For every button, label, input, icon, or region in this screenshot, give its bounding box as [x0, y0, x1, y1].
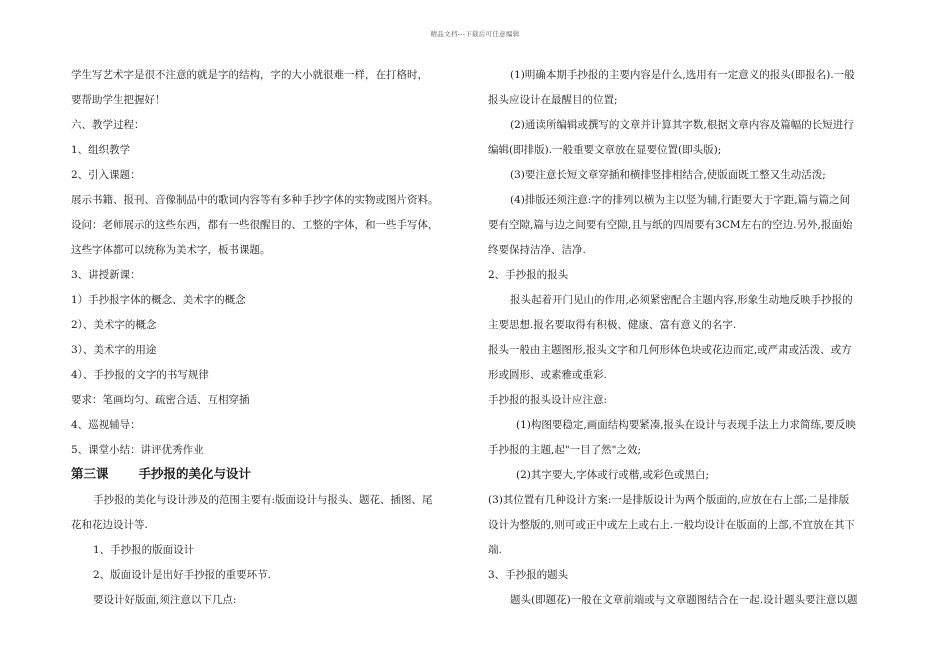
text-line: 要设计好版面,须注意以下几点: — [93, 594, 237, 606]
text-line: 设计为整版的,则可或正中或左上或右上.一般均设计在版面的上部,不宜放在其下 — [488, 519, 856, 531]
text-line: 2、版面设计是出好手抄报的重要环节. — [93, 569, 272, 581]
text-line: (2)通读所编辑或撰写的文章并计算其字数,根据文章内容及篇幅的长短进行 — [510, 119, 854, 131]
text-line: 1、组织教学 — [71, 144, 131, 156]
text-line: 要有空隙,篇与边之间要有空隙,且与纸的四周要有3CM左右的空边.另外,报面始 — [488, 219, 853, 231]
text-line: (4)排版还须注意:字的排列以横为主以竖为辅,行距要大于字距,篇与篇之间 — [510, 194, 851, 206]
header-note: 精品文档---下载后可任意编辑 — [430, 30, 520, 38]
text-line: 展示书籍、报刊、音像制品中的歌词内容等有多种手抄字体的实物或图片资料。 — [71, 194, 439, 206]
text-line: 端. — [488, 544, 502, 556]
text-line: 报头起着开门见山的作用,必须紧密配合主题内容,形象生动地反映手抄报的 — [510, 294, 853, 306]
text-line: 编辑(即排版).一般重要文章放在显要位置(即头版); — [488, 144, 722, 156]
text-line: 2）、美术字的概念 — [71, 319, 157, 331]
text-line: 设问：老师展示的这些东西，都有一些很醒目的、工整的字体，和一些手写体， — [71, 219, 439, 231]
text-line: 2、引入课题： — [71, 169, 141, 181]
text-line: 主要思想.报名要取得有积极、健康、富有意义的名字. — [488, 319, 737, 331]
text-line: 1、手抄报的版面设计 — [93, 544, 195, 556]
text-line: (3)其位置有几种设计方案:一是排版设计为两个版面的,应放在右上部;二是排版 — [488, 494, 850, 506]
text-line: (1)构图要稳定,画面结构要紧凑,报头在设计与表现手法上力求简练,要反映 — [516, 419, 856, 431]
text-line: 4）、手抄报的文字的书写规律 — [71, 369, 209, 381]
text-line: 手抄报的报头设计应注意: — [488, 394, 608, 406]
lesson-number: 第三课 — [71, 466, 109, 481]
text-line: 学生写艺术字是很不注意的就是字的结构，字的大小就很难一样，在打格时， — [71, 69, 428, 81]
text-line: 4、巡视辅导： — [71, 419, 141, 431]
text-line: 这些字体都可以统称为美术字，板书课题。 — [71, 244, 271, 256]
text-line: 手抄报的主题,起"一目了然"之效; — [488, 444, 642, 456]
text-line: (2)其字要大,字体或行或楷,或彩色或黑白; — [516, 469, 710, 481]
text-line: 3）、美术字的用途 — [71, 344, 157, 356]
text-line: 2、手抄报的报头 — [488, 269, 569, 281]
text-line: 3、手抄报的题头 — [488, 569, 569, 581]
text-line: (1)明确本期手抄报的主要内容是什么,选用有一定意义的报头(即报名).一般 — [510, 69, 855, 81]
text-line: 1）手抄报字体的概念、美术字的概念 — [71, 294, 246, 306]
text-line: 手抄报的美化与设计涉及的范围主要有:版面设计与报头、题花、插图、尾 — [93, 494, 433, 506]
text-line: 题头(即题花)一般在文章前端或与文章题图结合在一起.设计题头要注意以题 — [510, 594, 858, 606]
text-line: 报头一般由主题图形,报头文字和几何形体色块或花边而定,或严肃或活泼、或方 — [488, 344, 852, 356]
text-line: 花和花边设计等. — [71, 519, 148, 531]
text-line: 要求：笔画均匀、疏密合适、互相穿插 — [71, 394, 250, 406]
text-line: 六、教学过程： — [71, 119, 145, 131]
text-line: 报头应设计在最醒目的位置; — [488, 94, 618, 106]
text-line: (3)要注意长短文章穿插和横排竖排相结合,使版面既工整又生动活泼; — [510, 169, 826, 181]
text-line: 形或圆形、或素雅或重彩. — [488, 369, 607, 381]
text-line: 终要保持洁净、洁净. — [488, 244, 586, 256]
text-line: 3、讲授新课： — [71, 269, 141, 281]
lesson-title: 手抄报的美化与设计 — [138, 466, 252, 481]
text-line: 要帮助学生把握好！ — [71, 94, 166, 106]
text-line: 5、课堂小结：讲评优秀作业 — [71, 444, 204, 456]
lesson-heading — [71, 466, 251, 482]
